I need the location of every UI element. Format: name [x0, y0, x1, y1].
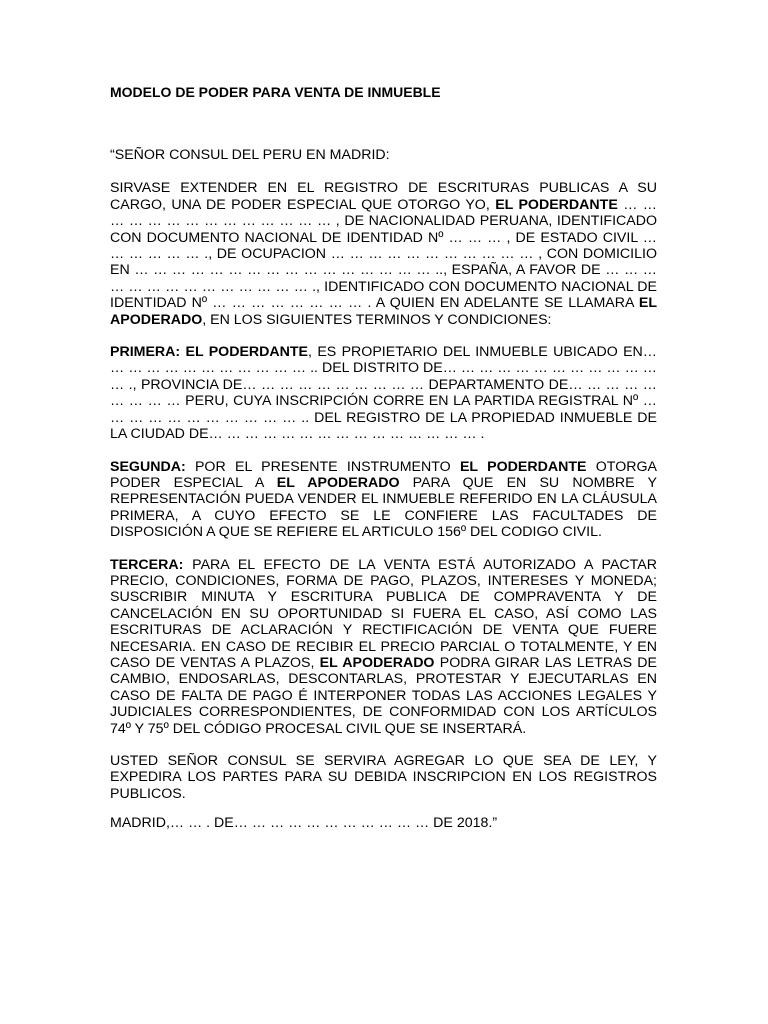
clause-primera [110, 344, 657, 442]
intro-bold-poderdante: EL PODERDANTE [495, 196, 618, 213]
primera-text: , ES PROPIETARIO DEL INMUEBLE UBICADO EN… … … … … … … … … … … … .. DEL DISTRITO DE… … … … … … … … … … … … … ., PROVINCIA DE… … … … … … … … … … DEPARTAMENTO DE… … … … … … … … … PERU, CUYA INSCRIPCIÓN CORRE EN LA PARTIDA REGISTRAL Nº … … … … … … … … … … … .. DEL REGISTRO DE LA PROPIEDAD INMUEBLE DE LA CIUDAD DE… … … … … … … … … … … … … … … . [110, 344, 657, 443]
tercera-bold-apoderado: EL APODERADO [319, 654, 435, 671]
clause-tercera [110, 557, 657, 737]
segunda-bold-poderdante: EL PODERDANTE [459, 458, 587, 475]
place-date-line: MADRID,… … . DE… … … … … … … … … … … DE 2018.” [110, 815, 498, 832]
segunda-bold-apoderado: EL APODERADO [276, 474, 400, 491]
tercera-text-2: PODRA GIRAR LAS LETRAS DE CAMBIO, ENDOSARLAS, DESCONTARLAS, PROTESTAR Y EJECUTARLAS EN CASO DE FALTA DE PAGO É INTERPONER TODAS LAS ACCIONES LEGALES Y JUDICIALES CORRESPONDIENTES, DE CONFORMIDAD CON LOS ARTÍCULOS 74º Y 75º DEL CÓDIGO PROCESAL CIVIL QUE SE INSERTARÁ. [110, 654, 658, 737]
intro-bold-apoderado: EL APODERADO [110, 295, 657, 328]
intro-text-1: SIRVASE EXTENDER EN EL REGISTRO DE ESCRITURAS PUBLICAS A SU CARGO, UNA DE PODER ESPECIAL QUE OTORGO YO, [110, 180, 657, 213]
closing-paragraph: USTED SEÑOR CONSUL SE SERVIRA AGREGAR LO QUE SEA DE LEY, Y EXPEDIRA LOS PARTES PARA SU DEBIDA INSCRIPCION EN LOS REGISTROS PUBLICOS. [110, 753, 657, 802]
intro-text-3: , EN LOS SIGUIENTES TERMINOS Y CONDICIONES: [202, 311, 552, 328]
document-page [110, 84, 657, 832]
segunda-text-3: PARA QUE EN SU NOMBRE Y REPRESENTACIÓN PUEDA VENDER EL INMUEBLE REFERIDO EN LA CLÁUSULA PRIMERA, A CUYO EFECTO SE LE CONFIERE LAS FACULTADES DE DISPOSICIÓN A QUE SE REFIERE EL ARTICULO 156º DEL CODIGO CIVIL. [110, 474, 657, 541]
document-title: MODELO DE PODER PARA VENTA DE INMUEBLE [110, 84, 441, 100]
intro-paragraph [110, 180, 657, 328]
intro-text-2: … … … … … … … … … … … … … … , DE NACIONALIDAD PERUANA, IDENTIFICADO CON DOCUMENTO NACIONAL DE IDENTIDAD Nº … … … , DE ESTADO CIVIL … … … … … … ., DE OCUPACION … … … … … … … … … … … , CON DOMICILIO EN … … … … … … … … … … … … … … … … .., ESPAÑA, A FAVOR DE … … … … … … … … … … … … … … ., IDENTIFICADO CON DOCUMENTO NACIONAL DE IDENTIDAD Nº … … … … … … … … . A QUIEN EN ADELANTE SE LLAMARA [110, 196, 657, 312]
segunda-text-1: POR EL PRESENTE INSTRUMENTO [185, 458, 460, 475]
segunda-heading: SEGUNDA: [110, 458, 186, 475]
clause-segunda [110, 459, 657, 541]
tercera-heading: TERCERA: [110, 556, 184, 573]
primera-heading: PRIMERA: EL PODERDANTE [110, 344, 309, 361]
segunda-text-2: OTORGA PODER ESPECIAL A [110, 458, 657, 491]
tercera-text-1: PARA EL EFECTO DE LA VENTA ESTÁ AUTORIZADO A PACTAR PRECIO, CONDICIONES, FORMA DE PAGO, PLAZOS, INTERESES Y MONEDA; SUSCRIBIR MINUTA Y ESCRITURA PUBLICA DE COMPRAVENTA Y DE CANCELACIÓN EN SU OPORTUNIDAD SI FUERA EL CASO, ASÍ COMO LAS ESCRITURAS DE ACLARACIÓN Y RECTIFICACIÓN DE VENTA QUE FUERE NECESARIA. EN CASO DE RECIBIR EL PRECIO PARCIAL O TOTALMENTE, Y EN CASO DE VENTAS A PLAZOS, [110, 556, 657, 671]
salutation: “SEÑOR CONSUL DEL PERU EN MADRID: [110, 147, 390, 163]
